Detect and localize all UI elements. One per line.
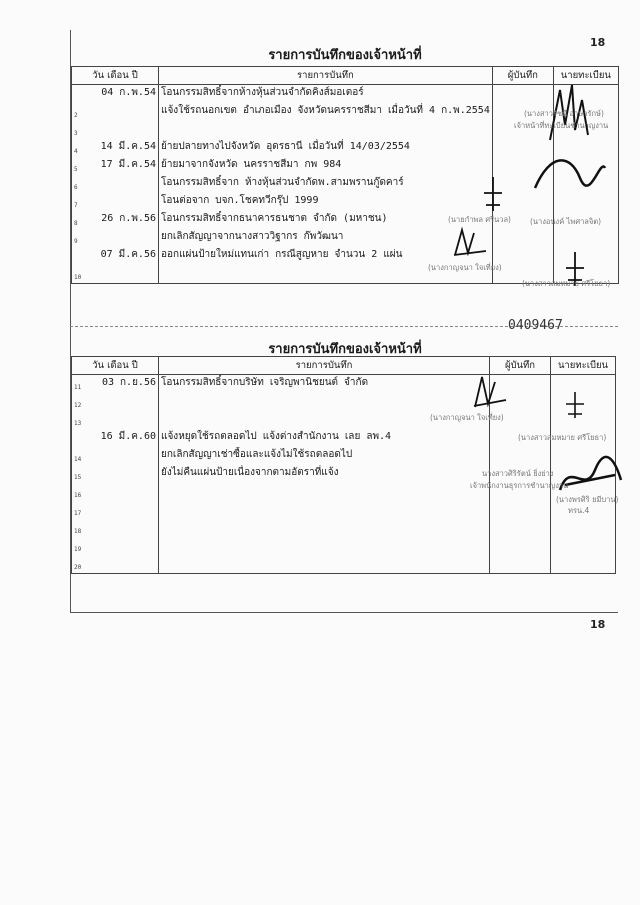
header-registrar: นายทะเบียน — [551, 357, 616, 375]
date-cell — [72, 411, 159, 429]
registrar-cell — [551, 537, 616, 555]
date-cell — [72, 85, 159, 104]
recorder-cell — [490, 447, 551, 465]
stamp-text: (นายกำพล ศรีนวล) — [448, 215, 511, 224]
line-number: 15 — [74, 474, 82, 481]
entry-date: 14 มี.ค.54 — [100, 141, 156, 152]
recorder-cell — [492, 229, 553, 247]
header-record: รายการบันทึก — [159, 357, 490, 375]
table-row — [72, 411, 616, 429]
entry-text — [159, 555, 490, 574]
bottom-record-table — [71, 356, 619, 574]
date-cell — [72, 375, 159, 394]
stamp-text: เจ้าพนักงานธุรการชำนาญงาน — [470, 481, 569, 490]
entry-date: 03 ก.ย.56 — [101, 377, 156, 388]
date-cell — [72, 483, 159, 501]
line-number: 18 — [74, 528, 82, 535]
entry-text — [159, 501, 490, 519]
date-cell — [72, 555, 159, 574]
line-number: 10 — [74, 274, 82, 281]
line-number: 13 — [74, 420, 82, 427]
table-row — [72, 375, 616, 394]
line-number: 6 — [74, 184, 78, 191]
entry-text — [159, 519, 490, 537]
recorder-cell — [490, 519, 551, 537]
stamp-text: (นางสาวรัชนี อาษารักษ์) — [524, 109, 604, 118]
signature-registrar-2 — [530, 148, 610, 198]
entry-text: ยกเลิกสัญญาเช่าซื้อและแจ้งไม่ใช้รถตลอดไป — [159, 447, 490, 465]
line-number: 8 — [74, 220, 78, 227]
entry-text: โอนกรรมสิทธิ์จาก ห้างหุ้นส่วนจำกัดพ.สามพรานกู๊ดคาร์ — [159, 175, 493, 193]
header-date: วัน เดือน ปี — [72, 357, 159, 375]
entry-date: 17 มี.ค.54 — [100, 159, 156, 170]
entry-date: 07 มี.ค.56 — [100, 249, 156, 260]
date-cell — [72, 139, 159, 157]
line-number: 16 — [74, 492, 82, 499]
entry-text: ยกเลิกสัญญาจากนางสาววิฐากร ก๊พวัฒนา — [159, 229, 493, 247]
stamp-text: (นางสาวสมหมาย ศรีโยธา) — [522, 279, 611, 288]
document-number: 0409467 — [508, 318, 563, 333]
entry-text: โอนกรรมสิทธิ์จากบริษัท เจริญพานิชยนต์ จำกัด — [159, 375, 490, 394]
date-cell — [72, 247, 159, 265]
entry-text: โอนกรรมสิทธิ์จากห้างหุ้นส่วนจำกัดคิงส์มอเตอร์ — [159, 85, 493, 104]
date-cell — [72, 229, 159, 247]
table-row — [72, 537, 616, 555]
table-row — [72, 229, 619, 247]
entry-date: 26 ก.พ.56 — [101, 213, 156, 224]
line-number: 3 — [74, 130, 78, 137]
line-number: 17 — [74, 510, 82, 517]
signature-recorder-3 — [470, 372, 510, 412]
page-number-top: 18 — [590, 36, 606, 49]
stamp-text: ทรน.4 — [568, 506, 590, 515]
date-cell — [72, 157, 159, 175]
registrar-cell — [551, 555, 616, 574]
date-cell — [72, 501, 159, 519]
entry-text: แจ้งใช้รถนอกเขต อำเภอเมือง จังหวัดนครราชสีมา เมื่อวันที่ 4 ก.พ.2554 — [159, 103, 493, 121]
registrar-cell — [551, 519, 616, 537]
registrar-cell — [553, 229, 618, 247]
line-number: 12 — [74, 402, 82, 409]
line-number: 7 — [74, 202, 78, 209]
line-number: 19 — [74, 546, 82, 553]
bottom-sheet-title: รายการบันทึกของเจ้าหน้าที่ — [268, 342, 422, 357]
entry-text — [159, 121, 493, 139]
date-cell — [72, 175, 159, 193]
entry-text: แจ้งหยุดใช้รถตลอดไป แจ้งต่างสำนักงาน เลย ลพ.4 — [159, 429, 490, 447]
stamp-text: นางสาวศิริรัตน์ ยิ่งย่าง — [482, 469, 554, 478]
line-number: 5 — [74, 166, 78, 173]
date-cell — [72, 519, 159, 537]
date-cell — [72, 393, 159, 411]
table-row — [72, 393, 616, 411]
header-date: วัน เดือน ปี — [72, 67, 159, 85]
date-cell — [72, 265, 159, 284]
bottom-border — [70, 612, 618, 613]
entry-date: 16 มี.ค.60 — [100, 431, 156, 442]
entry-text: ย้ายมาจากจังหวัด นครราชสีมา กพ 984 — [159, 157, 493, 175]
entry-text: โอนต่อจาก บจก.โชคทวีกรุ๊ป 1999 — [159, 193, 493, 211]
recorder-cell — [490, 537, 551, 555]
stamp-text: (นางอนงค์ ไพศาลจิต) — [530, 217, 602, 226]
stamp-text: (นางกาญจนา ใจเที่ยง) — [430, 413, 504, 422]
date-cell — [72, 447, 159, 465]
date-cell — [72, 211, 159, 229]
header-record: รายการบันทึก — [159, 67, 493, 85]
table-row — [72, 555, 616, 574]
table-row — [72, 501, 616, 519]
line-number: 11 — [74, 384, 82, 391]
signature-recorder-2 — [450, 225, 490, 260]
line-number: 9 — [74, 238, 78, 245]
table-row — [72, 247, 619, 265]
table-row — [72, 447, 616, 465]
stamp-text: (นางสาวสมหมาย ศรีโยธา) — [518, 433, 607, 442]
top-sheet-title: รายการบันทึกของเจ้าหน้าที่ — [268, 48, 422, 63]
recorder-cell — [490, 501, 551, 519]
header-recorder: ผู้บันทึก — [492, 67, 553, 85]
stamp-text: เจ้าหน้าที่ทะเบียนชำนาญงาน — [514, 121, 609, 130]
stamp-text: (นางกาญจนา ใจเที่ยง) — [428, 263, 502, 272]
table-row — [72, 519, 616, 537]
date-cell — [72, 121, 159, 139]
line-number: 14 — [74, 456, 82, 463]
entry-text: ย้ายปลายทางไปจังหวัด อุดรธานี เมื่อวันที่ 14/03/2554 — [159, 139, 493, 157]
entry-text — [159, 483, 490, 501]
signature-recorder-1 — [478, 175, 508, 215]
line-number: 4 — [74, 148, 78, 155]
date-cell — [72, 193, 159, 211]
entry-date: 04 ก.พ.54 — [101, 87, 156, 98]
date-cell — [72, 103, 159, 121]
date-cell — [72, 465, 159, 483]
date-cell — [72, 537, 159, 555]
stamp-text: (นางพรศิริ ยมีบาน) — [556, 495, 619, 504]
entry-text: โอนกรรมสิทธิ์จากธนาคารธนชาต จำกัด (มหาชน) — [159, 211, 493, 229]
entry-text: ยังไม่คืนแผ่นป้ายเนื่องจากตามอัตราที่แจ้ง — [159, 465, 490, 483]
recorder-cell — [490, 555, 551, 574]
entry-text: ออกแผ่นป้ายใหม่แทนเก่า กรณีสูญหาย จำนวน 2 แผ่น — [159, 247, 493, 265]
line-number: 20 — [74, 564, 82, 571]
line-number: 2 — [74, 112, 78, 119]
table-row — [72, 85, 619, 104]
date-cell — [72, 429, 159, 447]
header-recorder: ผู้บันทึก — [490, 357, 551, 375]
entry-text — [159, 537, 490, 555]
signature-registrar-4 — [560, 390, 590, 420]
entry-text — [159, 393, 490, 411]
page-number-bottom: 18 — [590, 618, 606, 631]
header-registrar: นายทะเบียน — [553, 67, 618, 85]
